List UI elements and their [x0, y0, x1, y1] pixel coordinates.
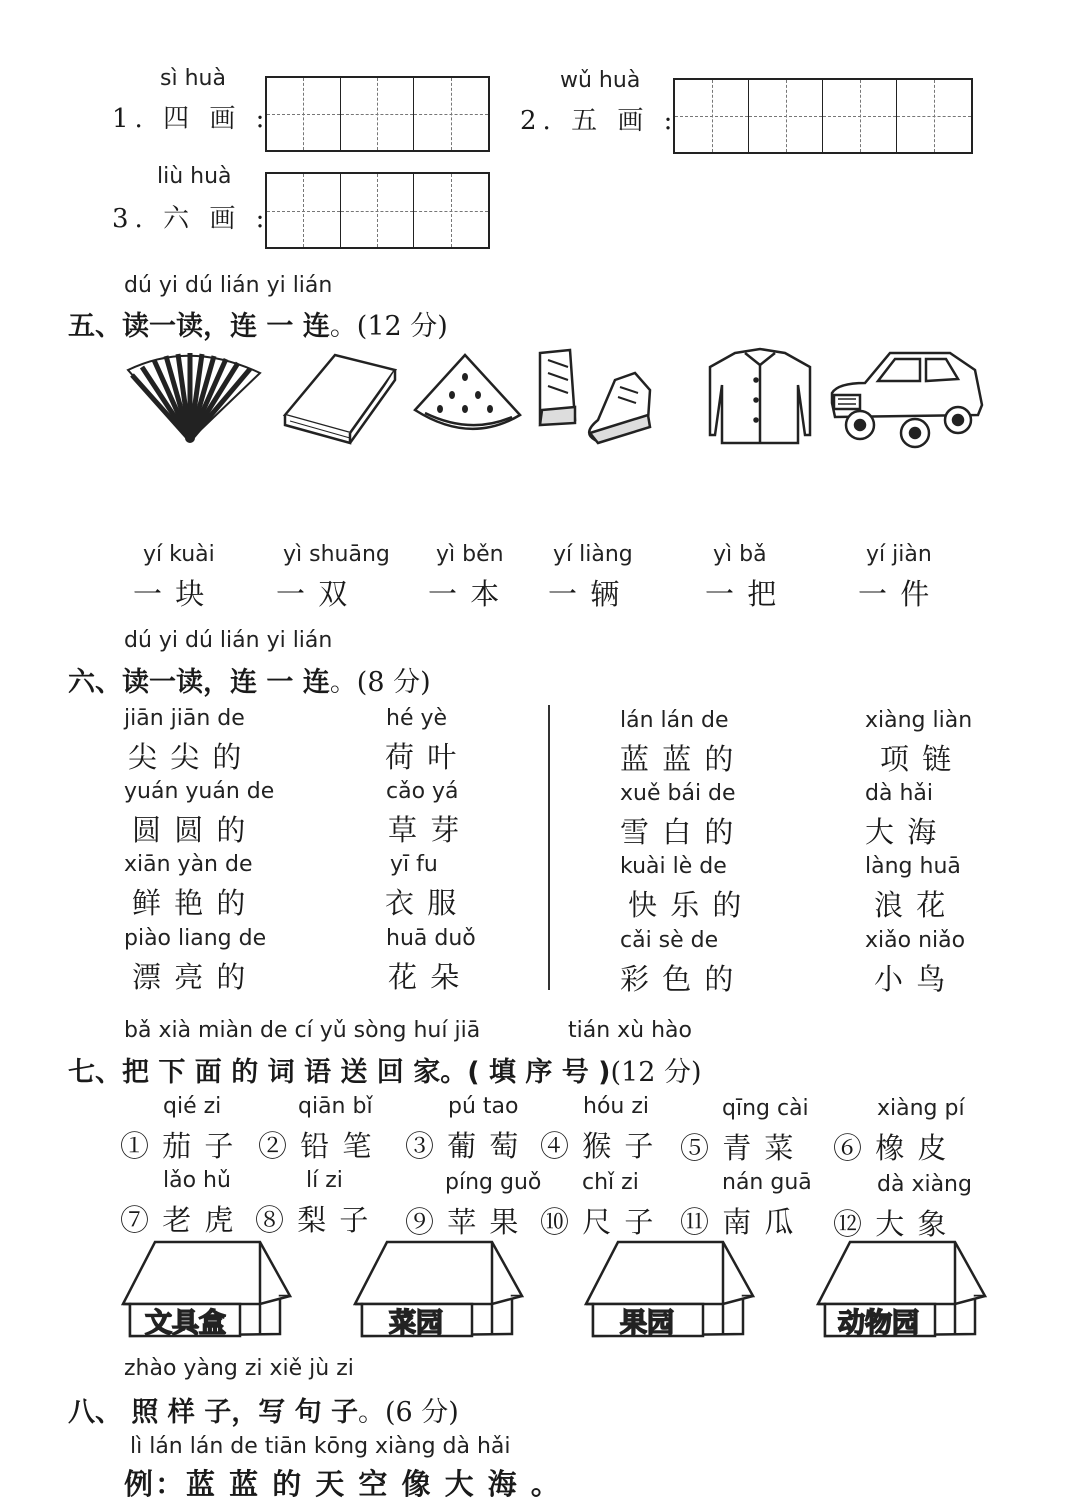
section-5-title-text: 五、读一读，连 一 连 — [68, 311, 330, 342]
match-pinyin: huā duǒ — [386, 926, 476, 951]
bank-word[interactable]: ⑪ 南 瓜 — [680, 1205, 796, 1239]
word-yi-liang[interactable]: 一 辆 — [548, 577, 622, 611]
bank-word[interactable]: ⑨ 苹 果 — [405, 1205, 521, 1239]
match-word[interactable]: 快 乐 的 — [628, 888, 744, 922]
section-8-pinyin: zhào yàng zi xiě jù zi — [124, 1356, 354, 1381]
bank-word[interactable]: ⑫ 大 象 — [833, 1207, 949, 1241]
pinyin: liù huà — [157, 164, 232, 189]
question-label: 2. 五 画 : — [520, 106, 679, 136]
match-pinyin: xuě bái de — [620, 781, 736, 806]
match-word[interactable]: 衣 服 — [385, 886, 459, 920]
column-divider — [548, 705, 550, 990]
bank-pinyin: nán guā — [722, 1170, 812, 1195]
house-stationery-box — [123, 1242, 290, 1339]
bank-pinyin: qié zi — [163, 1094, 222, 1119]
match-pinyin: cǎo yá — [386, 779, 459, 804]
match-word[interactable]: 项 链 — [880, 742, 954, 776]
word-pinyin: yí kuài — [143, 542, 215, 567]
bank-pinyin: chǐ zi — [582, 1170, 639, 1195]
section-6-score: 。(8 分) — [329, 667, 431, 698]
example-sentence: 例：蓝 蓝 的 天 空 像 大 海 。 — [124, 1467, 562, 1501]
example-pinyin: lì lán lán de tiān kōng xiàng dà hǎi — [130, 1434, 511, 1459]
bank-word[interactable]: ⑦ 老 虎 — [120, 1203, 236, 1237]
bank-word[interactable]: ⑩ 尺 子 — [540, 1205, 656, 1239]
section-6-pinyin: dú yi dú lián yi lián — [124, 628, 333, 653]
bank-pinyin: lǎo hǔ — [163, 1168, 231, 1193]
match-pinyin: cǎi sè de — [620, 928, 719, 953]
section-5-pinyin: dú yi dú lián yi lián — [124, 273, 333, 298]
bank-pinyin: qīng cài — [722, 1096, 809, 1121]
match-pinyin: làng huā — [865, 854, 961, 879]
match-word[interactable]: 小 鸟 — [874, 962, 948, 996]
bank-word[interactable]: ⑥ 橡 皮 — [833, 1131, 949, 1165]
match-pinyin: yuán yuán de — [124, 779, 275, 804]
house-orchard — [586, 1242, 753, 1339]
question-label: 1. 四 画 : — [112, 104, 271, 134]
shirt-icon — [710, 349, 810, 443]
watermelon-icon — [415, 355, 520, 429]
house-label: 果园 — [620, 1308, 674, 1339]
match-word[interactable]: 蓝 蓝 的 — [620, 742, 736, 776]
house-label: 文具盒 — [145, 1308, 226, 1339]
section-8-score: 。(6 分) — [358, 1397, 459, 1428]
section-5-score: 。(12 分) — [329, 311, 448, 342]
section-6-title-text: 六、读一读，连 一 连 — [68, 667, 330, 698]
bank-word[interactable]: ⑤ 青 菜 — [680, 1131, 796, 1165]
question-label: 3. 六 画 : — [112, 204, 271, 234]
word-yi-shuang[interactable]: 一 双 — [276, 577, 350, 611]
word-pinyin: yì bǎ — [713, 542, 767, 567]
bank-word[interactable]: ⑧ 梨 子 — [255, 1203, 371, 1237]
house-zoo — [818, 1242, 985, 1339]
word-pinyin: yí jiàn — [866, 542, 932, 567]
bank-pinyin: dà xiàng — [877, 1172, 972, 1197]
section-5-title — [68, 304, 448, 343]
match-word[interactable]: 尖 尖 的 — [128, 740, 244, 774]
section-8-title-text: 八、 照 样 子，写 句 子 — [68, 1397, 358, 1428]
writing-grid-4-strokes[interactable] — [265, 76, 490, 152]
match-pinyin: xiǎo niǎo — [865, 928, 966, 953]
match-pinyin: dà hǎi — [865, 781, 933, 806]
word-yi-ben[interactable]: 一 本 — [428, 577, 502, 611]
bank-pinyin: qiān bǐ — [298, 1094, 373, 1119]
match-word[interactable]: 荷 叶 — [385, 740, 459, 774]
match-word[interactable]: 草 芽 — [388, 813, 462, 847]
match-word[interactable]: 圆 圆 的 — [132, 813, 248, 847]
section-6-title — [68, 660, 431, 699]
section-7-pinyin-2: tián xù hào — [568, 1018, 692, 1043]
match-pinyin: jiān jiān de — [124, 706, 245, 731]
word-yi-jian[interactable]: 一 件 — [858, 577, 932, 611]
section-7-score: (12 分) — [610, 1057, 702, 1088]
bank-word[interactable]: ④ 猴 子 — [540, 1129, 656, 1163]
match-pinyin: xiān yàn de — [124, 852, 253, 877]
shoes-icon — [540, 350, 650, 443]
car-icon — [832, 353, 982, 447]
match-pinyin: piào liang de — [124, 926, 267, 951]
section-7-title — [68, 1050, 702, 1089]
bank-pinyin: pú tao — [448, 1094, 519, 1119]
word-pinyin: yì běn — [436, 542, 504, 567]
bank-word[interactable]: ① 茄 子 — [120, 1129, 236, 1163]
house-label: 菜园 — [389, 1308, 443, 1339]
match-word[interactable]: 漂 亮 的 — [132, 960, 248, 994]
word-pinyin: yì shuāng — [283, 542, 390, 567]
book-icon — [285, 355, 395, 443]
bank-pinyin: hóu zi — [583, 1094, 649, 1119]
writing-grid-5-strokes[interactable] — [673, 78, 973, 154]
match-word[interactable]: 彩 色 的 — [620, 962, 736, 996]
picture-row — [120, 345, 990, 450]
writing-grid-6-strokes[interactable] — [265, 172, 490, 249]
house-vegetable-garden — [355, 1242, 522, 1339]
match-pinyin: lán lán de — [620, 708, 729, 733]
word-yi-kuai[interactable]: 一 块 — [133, 577, 207, 611]
bank-pinyin: píng guǒ — [445, 1170, 542, 1195]
word-yi-ba[interactable]: 一 把 — [705, 577, 779, 611]
bank-word[interactable]: ② 铅 笔 — [258, 1129, 374, 1163]
bank-pinyin: xiàng pí — [877, 1096, 965, 1121]
pinyin: wǔ huà — [560, 68, 641, 93]
section-7-pinyin: bǎ xià miàn de cí yǔ sòng huí jiā — [124, 1018, 481, 1043]
match-pinyin: xiàng liàn — [865, 708, 973, 733]
section-8-title — [68, 1390, 459, 1429]
match-word[interactable]: 浪 花 — [874, 888, 948, 922]
fan-icon — [128, 353, 260, 442]
match-word[interactable]: 大 海 — [865, 815, 939, 849]
bank-pinyin: lí zi — [306, 1168, 343, 1193]
match-word[interactable]: 鲜 艳 的 — [132, 886, 248, 920]
match-pinyin: hé yè — [386, 706, 448, 731]
bank-word[interactable]: ③ 葡 萄 — [405, 1129, 521, 1163]
match-pinyin: yī fu — [390, 852, 438, 877]
section-7-title-text: 七、把 下 面 的 词 语 送 回 家。( 填 序 号 ) — [68, 1057, 611, 1088]
word-pinyin: yí liàng — [553, 542, 633, 567]
houses-row — [115, 1236, 995, 1346]
house-label: 动物园 — [838, 1308, 919, 1339]
match-word[interactable]: 花 朵 — [388, 960, 462, 994]
match-word[interactable]: 雪 白 的 — [620, 815, 736, 849]
match-pinyin: kuài lè de — [620, 854, 727, 879]
pinyin: sì huà — [160, 66, 226, 91]
